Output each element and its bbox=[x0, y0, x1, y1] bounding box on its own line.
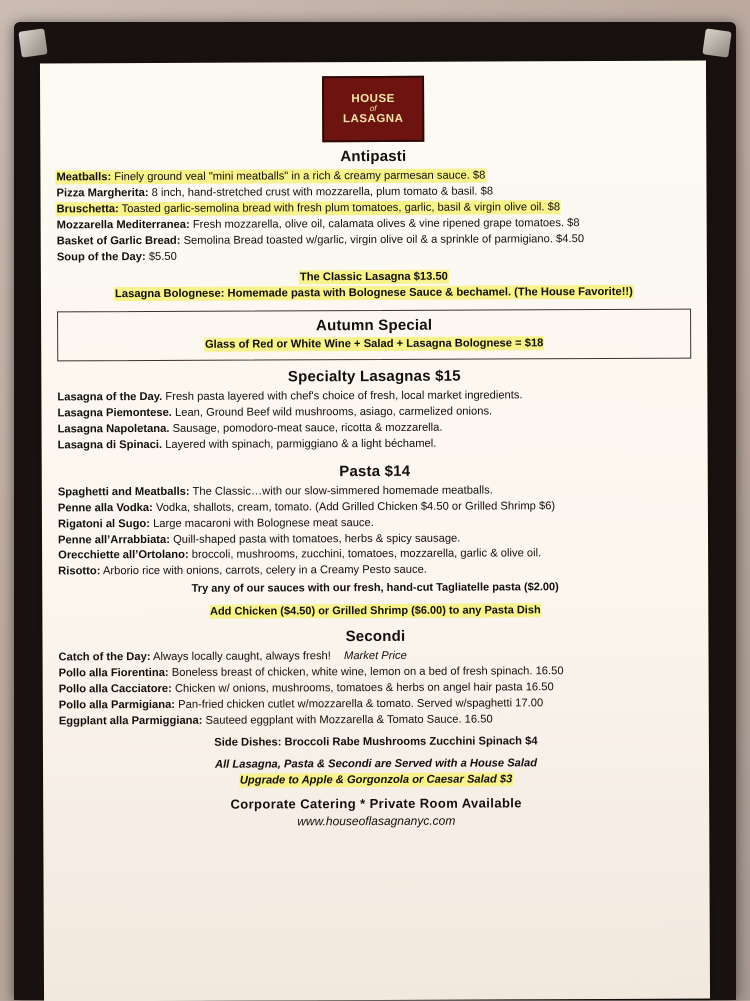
menu-item-name: Pollo alla Parmigiana: bbox=[58, 698, 176, 712]
menu-item-desc: Large macaroni with Bolognese meat sauce. bbox=[153, 516, 374, 530]
menu-item-desc: Chicken w/ onions, mushrooms, tomatoes & herbs on angel hair pasta 16.50 bbox=[174, 681, 554, 695]
menu-item-desc: Toasted garlic-semolina bread with fresh plum tomatoes, garlic, basil & virgin olive oil. $8 bbox=[121, 201, 561, 215]
pasta-note-tagliatelle: Try any of our sauces with our fresh, hand-cut Tagliatelle pasta ($2.00) bbox=[191, 581, 559, 596]
house-salad-note-text: All Lasagna, Pasta & Secondi are Served with a House Salad bbox=[214, 756, 538, 771]
logo-line-3: LASAGNA bbox=[342, 113, 404, 126]
menu-item-name: Rigatoni al Sugo: bbox=[57, 517, 150, 530]
menu-item-desc: broccoli, mushrooms, zucchini, tomatoes, mozzarella, garlic & olive oil. bbox=[191, 547, 542, 562]
section-title-secondi: Secondi bbox=[345, 628, 406, 646]
menu-item-name: Pollo alla Cacciatore: bbox=[58, 682, 172, 696]
pasta-note-addons-text: Add Chicken ($4.50) or Grilled Shrimp ($6.00) to any Pasta Dish bbox=[209, 604, 541, 618]
salad-upgrade-note-text: Upgrade to Apple & Gorgonzola or Caesar Salad $3 bbox=[239, 772, 513, 787]
menu-item-desc: Sauteed eggplant with Mozzarella & Tomato Sauce. 16.50 bbox=[205, 713, 493, 727]
menu-item-desc: Fresh pasta layered with chef's choice of fresh, local market ingredients. bbox=[165, 389, 523, 404]
menu-item-name: Spaghetti and Meatballs: bbox=[57, 485, 190, 499]
menu-item-desc: Boneless breast of chicken, white wine, lemon on a bed of fresh spinach. 16.50 bbox=[171, 665, 564, 680]
autumn-special-box bbox=[57, 309, 691, 362]
menu-item-name: Penne all’Arrabbiata: bbox=[58, 533, 170, 546]
menu-item-desc: Fresh mozzarella, olive oil, calamata olives & vine ripened grape tomatoes. $8 bbox=[192, 216, 580, 231]
menu-item-desc: Layered with spinach, parmiggiano & a light béchamel. bbox=[165, 437, 437, 451]
footer-catering-line: Corporate Catering * Private Room Available bbox=[230, 795, 522, 813]
section-title-antipasti: Antipasti bbox=[340, 147, 407, 166]
footer-website[interactable]: www.houseoflasagnanyc.com bbox=[297, 814, 456, 829]
autumn-special-offer bbox=[64, 336, 684, 355]
menu-item-desc: Sausage, pomodoro-meat sauce, ricotta & mozzarella. bbox=[172, 421, 443, 435]
menu-item-name: Pizza Margherita: bbox=[56, 186, 149, 200]
menu-item-name: Catch of the Day: bbox=[58, 651, 151, 664]
folder-corner-left bbox=[18, 28, 47, 57]
menu-item-desc: 8 inch, hand-stretched crust with mozzarella, plum tomato & basil. $8 bbox=[151, 185, 494, 199]
menu-footer bbox=[57, 795, 695, 830]
menu-item-name: Eggplant alla Parmiggiana: bbox=[58, 714, 203, 728]
menu-item-name: Soup of the Day: bbox=[56, 250, 146, 263]
menu-item-name: Lasagna Napoletana. bbox=[57, 422, 170, 436]
menu-sheet bbox=[40, 61, 710, 1001]
menu-item-desc: $5.50 bbox=[148, 250, 177, 263]
logo-line-2: of bbox=[369, 103, 377, 113]
menu-item-name: Bruschetta: bbox=[56, 202, 119, 216]
menu-item-name: Mozzarella Mediterranea: bbox=[56, 218, 190, 232]
pasta-note-addons bbox=[56, 604, 694, 619]
menu-item-name: Meatballs: bbox=[56, 171, 112, 184]
classic-lasagna-item-text: Lasagna Bolognese: Homemade pasta with Bolognese Sauce & bechamel. (The House Favorite!!) bbox=[115, 286, 633, 301]
menu-item-desc: The Classic…with our slow-simmered homemade meatballs. bbox=[192, 484, 493, 498]
menu-item-desc: Semolina Bread toasted w/garlic, virgin olive oil & a sprinkle of parmigiano. $4.50 bbox=[183, 232, 585, 247]
menu-item-desc: Vodka, shallots, cream, tomato. (Add Grilled Chicken $4.50 or Grilled Shrimp $6) bbox=[155, 499, 556, 514]
menu-item-desc: Pan-fried chicken cutlet w/mozzarella & tomato. Served w/spaghetti 17.00 bbox=[178, 697, 544, 711]
menu-item-name: Pollo alla Fiorentina: bbox=[58, 667, 169, 680]
menu-item-name: Lasagna di Spinaci. bbox=[57, 438, 163, 452]
menu-item-desc: Lean, Ground Beef wild mushrooms, asiago, carmelized onions. bbox=[174, 405, 493, 419]
side-dishes-text: Side Dishes: Broccoli Rabe Mushrooms Zucchini Spinach $4 bbox=[214, 735, 538, 749]
menu-item-name: Lasagna Piemontese. bbox=[57, 406, 172, 420]
menu-item-name: Basket of Garlic Bread: bbox=[56, 234, 181, 248]
menu-item-desc: Always locally caught, always fresh! bbox=[153, 650, 331, 664]
section-title-pasta: Pasta $14 bbox=[339, 462, 411, 480]
classic-lasagna-item bbox=[55, 285, 693, 304]
menu-item-desc: Arborio rice with onions, carrots, celery in a Creamy Pesto sauce. bbox=[102, 564, 427, 578]
section-title-autumn-special: Autumn Special bbox=[315, 316, 433, 335]
menu-item-desc: Quill-shaped pasta with tomatoes, herbs & spicy sausage. bbox=[173, 532, 461, 546]
logo-line-1: HOUSE bbox=[351, 92, 395, 105]
menu-item-name: Lasagna of the Day. bbox=[57, 391, 163, 404]
menu-item-name: Penne alla Vodka: bbox=[57, 501, 153, 515]
autumn-special-offer-text: Glass of Red or White Wine + Salad + Lasagna Bolognese = $18 bbox=[204, 337, 544, 351]
menu-item-name: Risotto: bbox=[58, 565, 101, 578]
folder-corner-right bbox=[702, 28, 731, 57]
menu-item-price: Market Price bbox=[343, 650, 407, 663]
restaurant-logo bbox=[322, 76, 424, 142]
menu-item-desc: Finely ground veal "mini meatballs" in a rich & creamy parmesan sauce. $8 bbox=[114, 169, 486, 184]
menu-item bbox=[56, 435, 694, 454]
section-title-specialty-lasagnas: Specialty Lasagnas $15 bbox=[287, 367, 461, 386]
menu-item-name: Orecchiette all’Ortolano: bbox=[58, 549, 189, 562]
classic-lasagna-title-text: The Classic Lasagna $13.50 bbox=[299, 271, 448, 284]
salad-upgrade-note bbox=[57, 771, 695, 790]
menu-item bbox=[56, 562, 694, 581]
